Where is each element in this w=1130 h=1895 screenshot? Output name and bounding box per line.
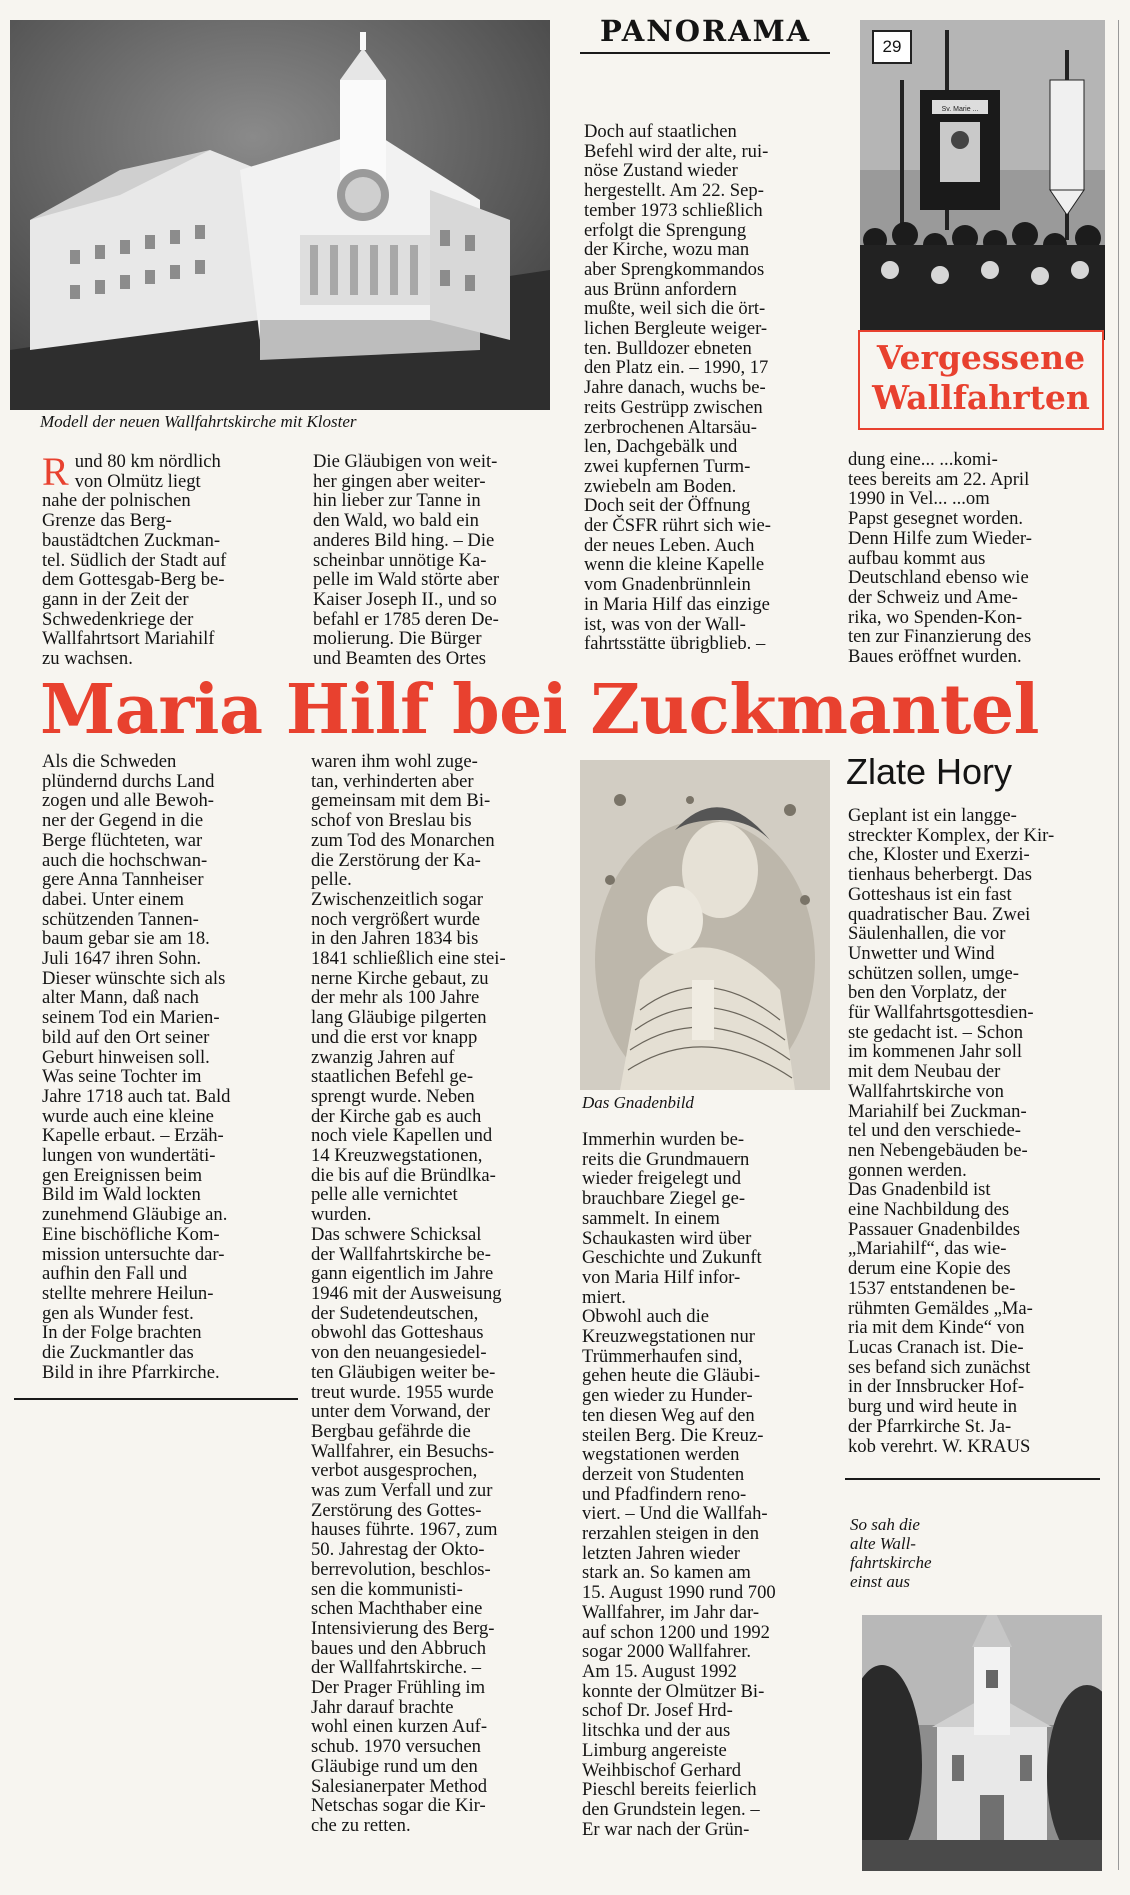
old-church-caption: So sah die alte Wall- fahrtskirche einst aus [850, 1515, 932, 1591]
drop-cap: R [42, 452, 69, 494]
banner-text: Sv. Marie ... [941, 106, 979, 113]
side-title-line2: Wallfahrten [872, 378, 1090, 417]
right-edge-rule [1118, 20, 1119, 1870]
section-name: PANORAMA [600, 14, 812, 48]
procession-illustration [860, 20, 1105, 340]
side-title-line1: Vergessene [876, 338, 1086, 377]
church-model-illustration [10, 20, 550, 410]
old-church-photo [862, 1615, 1102, 1871]
page-number-box [872, 30, 912, 64]
body-column-3: Immerhin wurden be- reits die Grundmauern wieder freigelegt und brauchbare Ziegel ge- sammelt. In einem Schaukasten wird über Geschichte und Zukunft von Maria Hilf infor- miert. Obwohl auch die Kreuzwegstationen nur Trümmerhaufen sind, gehen heute die Gläubi- gen wieder zu Hunder- ten diesen Weg auf den steilen Berg. Die Kreuz- wegstationen werden derzeit von Studenten und Pfadfindern reno- viert. – Und die Wallfah- rerzahlen steigen in den letzten Jahren wieder stark an. So kamen am 15. August 1990 rund 700 Wallfahrer, im Jahr dar- auf schon 1200 und 1992 sogar 2000 Wallfahrer. Am 15. August 1992 konnte der Olmützer Bi- schof Dr. Josef Hrd- litschka und der aus Limburg angereiste Weihbischof Gerhard Pieschl bereits feierlich den Grundstein legen. – Er war nach der Grün- [582, 1130, 776, 1840]
side-title-box [858, 330, 1104, 430]
column-1-bottom-rule [14, 1398, 298, 1400]
procession-photo [860, 20, 1105, 340]
page-number: 29 [882, 37, 902, 56]
top-column-3: Doch auf staatlichen Befehl wird der alte, rui- nöse Zustand wieder hergestellt. Am 22. Sep- tember 1973 schließlich erfolgt die Sprengung der Kirche, wozu man aber Sprengkommandos aus Brünn anfordern mußte, weil sich die ört- lichen Bergleute weiger- ten. Bulldozer ebneten den Platz ein. – 1990, 17 Jahre danach, wuchs be- reits Gestrüpp zwischen zerbrochenen Altarsäu- len, Dachgebälk und zwei kupfernen Turm- zwiebeln am Boden. Doch seit der Öffnung der ČSFR rührt sich wie- der neues Leben. Auch wenn die kleine Kapelle vom Gnadenbrünnlein in Maria Hilf das einzige ist, was von der Wall- fahrtsstätte übrigblieb. – [584, 122, 771, 655]
model-photo-caption: Modell der neuen Wallfahrtskirche mit Kloster [40, 412, 357, 431]
gnadenbild-image [580, 760, 830, 1090]
header-rule [580, 52, 830, 54]
body-column-2: waren ihm wohl zuge- tan, verhinderten aber gemeinsam mit dem Bi- schof von Breslau bis zum Tod des Monarchen die Zerstörung der Ka- pelle. Zwischenzeitlich sogar noch vergrößert wurde in den Jahren 1834 bis 1841 schließlich eine stei- nerne Kirche gebaut, zu der mehr als 100 Jahre lang Gläubige pilgerten und die erst vor knapp zwanzig Jahren auf staatlichen Befehl ge- sprengt wurde. Neben der Kirche gab es auch noch viele Kapellen und 14 Kreuzwegstationen, die bis auf die Bründlka- pelle alle vernichtet wurden. Das schwere Schicksal der Wallfahrtskirche be- gann eigentlich im Jahre 1946 mit der Ausweisung der Sudetendeutschen, obwohl das Gotteshaus von den neuangesiedel- ten Gläubigen weiter be- treut wurde. 1955 wurde unter dem Vorwand, der Bergbau gefährde die Wallfahrer, ein Besuchs- verbot ausgesprochen, was zum Verfall und zur Zerstörung des Gottes- hauses führte. 1967, zum 50. Jahrestag der Okto- berrevolution, beschlos- sen die kommunisti- schen Machthaber eine Intensivierung des Berg- baues und den Abbruch der Wallfahrtskirche. – Der Prager Frühling im Jahr darauf brachte wohl einen kurzen Auf- schub. 1970 versuchen Gläubige rund um den Salesianerpater Method Netschas sogar die Kir- che zu retten. [311, 752, 506, 1836]
top-column-1 [42, 452, 304, 668]
model-church-photo [10, 20, 550, 410]
headline: Maria Hilf bei Zuckmantel [40, 670, 1039, 750]
top-column-1-text: und 80 km nördlich von Olmütz liegt nahe der polnischen Grenze das Berg- baustädtchen Zuckman- tel. Südlich der Stadt auf dem Gottesgab-Berg be- gann in der Zeit der Schwedenkriege der Wallfahrtsort Mariahilf zu wachsen. [42, 452, 227, 668]
column-4-bottom-rule [845, 1478, 1100, 1480]
top-column-2: Die Gläubigen von weit- her gingen aber weiter- hin lieber zur Tanne in den Wald, wo bald ein anderes Bild hing. – Die scheinbar unnötige Ka- pelle im Wald störte aber Kaiser Joseph II., und so befahl er 1785 deren De- molierung. Die Bürger und Beamten des Ortes [313, 452, 500, 668]
gnadenbild-caption: Das Gnadenbild [582, 1093, 694, 1112]
body-column-4: Geplant ist ein langge- streckter Komplex, der Kir- che, Kloster und Exerzi- tienhaus beherbergt. Das Gotteshaus ist ein fast quadratischer Bau. Zwei Säulenhallen, die vor Unwetter und Wind schützen sollen, umge- ben den Vorplatz, der für Wallfahrtsgottesdien- ste gedacht ist. – Schon im kommenen Jahr soll mit dem Neubau der Wallfahrtskirche von Mariahilf bei Zuckman- tel und den verschiede- nen Nebengebäuden be- gonnen werden. Das Gnadenbild ist eine Nachbildung des Passauer Gnadenbildes „Mariahilf“, das wie- derum eine Kopie des 1537 entstandenen be- rühmten Gemäldes „Ma- ria mit dem Kinde“ von Lucas Cranach ist. Die- ses befand sich zunächst in der Innsbrucker Hof- burg und wird heute in der Pfarrkirche St. Ja- kob verehrt. W. KRAUS [848, 806, 1055, 1457]
body-column-1: Als die Schweden plündernd durchs Land zogen und alle Bewoh- ner der Gegend in die Berge flüchteten, war auch die hochschwan- gere Anna Tannheiser dabei. Unter einem schützenden Tannen- baum gebar sie am 18. Juli 1647 ihren Sohn. Dieser wünschte sich als alter Mann, daß nach seinem Tod ein Marien- bild auf den Ort seiner Geburt hinweisen soll. Was seine Tochter im Jahre 1718 auch tat. Bald wurde auch eine kleine Kapelle erbaut. – Erzäh- lungen von wundertäti- gen Ereignissen beim Bild im Wald lockten zunehmend Gläubige an. Eine bischöfliche Kom- mission untersuchte dar- aufhin den Fall und stellte mehrere Heilun- gen als Wunder fest. In der Folge brachten die Zuckmantler das Bild in ihre Pfarrkirche. [42, 752, 231, 1383]
top-column-4: dung eine... ...komi- tees bereits am 22. April 1990 in Vel... ...om Papst gesegnet worden. Denn Hilfe zum Wieder- aufbau kommt aus Deutschland ebenso wie der Schweiz und Ame- rika, wo Spenden-Kon- ten zur Finanzierung des Baues eröffnet wurden. [848, 450, 1032, 668]
old-church-illustration [862, 1615, 1102, 1871]
subtitle: Zlate Hory [846, 751, 1013, 792]
madonna-illustration [580, 760, 830, 1090]
